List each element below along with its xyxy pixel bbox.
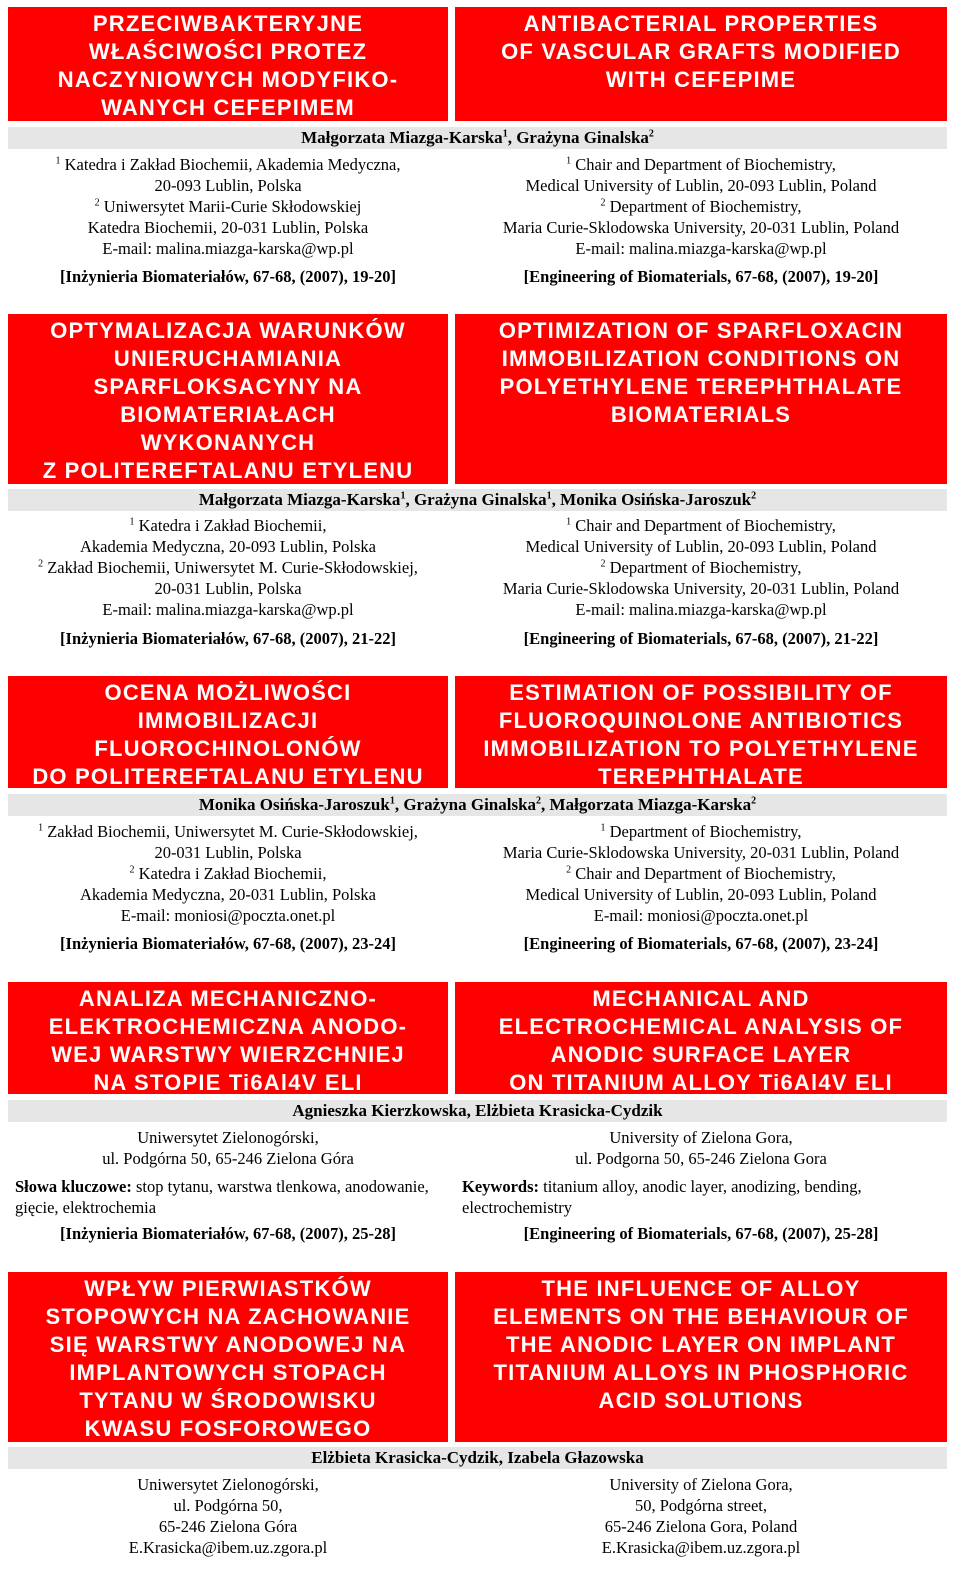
affiliation-text: ul. Podgórna 50, 65-246 Zielona Góra — [102, 1149, 354, 1168]
title-line: ANODIC SURFACE LAYER — [550, 1042, 852, 1067]
article-3-affiliation-pl — [8, 821, 448, 926]
article-4-affiliation-en — [455, 1127, 947, 1169]
affiliation-text: 20-093 Lublin, Polska — [154, 176, 302, 195]
author-separator: , — [466, 1101, 476, 1120]
affiliation-text: ul. Podgórna 50, — [173, 1496, 283, 1515]
affiliation-line — [8, 515, 448, 536]
affiliation-text: Akademia Medyczna, 20-031 Lublin, Polska — [79, 885, 377, 904]
author-name: Monika Osińska-Jaroszuk — [560, 490, 752, 509]
article-4-affiliation-pl — [8, 1127, 448, 1169]
affiliation-line — [8, 1474, 448, 1495]
affiliation-text: Department of Biochemistry, — [609, 558, 802, 577]
affiliation-line — [8, 599, 448, 620]
article-1-authors — [8, 127, 947, 149]
article-2-reference-pl: [Inżynieria Biomateriałów, 67-68, (2007), 21-22] — [60, 629, 396, 648]
article-4-authors — [8, 1100, 947, 1122]
author-separator: , — [541, 795, 550, 814]
title-line: ON TITANIUM ALLOY Ti6Al4V ELI — [509, 1070, 893, 1095]
author-separator: , — [498, 1448, 508, 1467]
article-3-reference-pl: [Inżynieria Biomateriałów, 67-68, (2007), 23-24] — [60, 934, 396, 953]
title-line: OCENA MOŻLIWOŚCI — [104, 680, 352, 705]
affiliation-line — [455, 821, 947, 842]
article-4-title-en — [455, 982, 947, 1094]
title-line: FLUOROCHINOLONÓW — [94, 736, 362, 761]
affiliation-text: Department of Biochemistry, — [609, 822, 802, 841]
affiliation-line — [455, 1127, 947, 1148]
article-1-affiliation-en — [455, 154, 947, 259]
article-3-affiliation-en — [455, 821, 947, 926]
affiliation-line — [455, 884, 947, 905]
affiliation-text: Chair and Department of Biochemistry, — [575, 155, 836, 174]
affiliation-text: 20-031 Lublin, Polska — [154, 843, 302, 862]
affiliation-line — [8, 196, 448, 217]
affiliation-line — [455, 557, 947, 578]
affiliation-text: Uniwersytet Marii-Curie Skłodowskiej — [103, 197, 362, 216]
affiliation-text: University of Zielona Gora, — [609, 1475, 793, 1494]
author-affiliation-mark: 2 — [751, 490, 757, 502]
affiliation-text: E-mail: moniosi@poczta.onet.pl — [593, 906, 809, 925]
author-affiliation-mark: 1 — [546, 490, 552, 502]
article-5-authors — [8, 1447, 947, 1469]
affiliation-mark: 1 — [55, 155, 61, 167]
affiliation-text: ul. Podgorna 50, 65-246 Zielona Gora — [575, 1149, 827, 1168]
affiliation-line — [455, 154, 947, 175]
title-line: SPARFLOKSACYNY NA — [93, 374, 363, 399]
title-line: IMPLANTOWYCH STOPACH — [69, 1360, 387, 1385]
title-line: SIĘ WARSTWY ANODOWEJ NA — [49, 1332, 407, 1357]
affiliation-text: E.Krasicka@ibem.uz.zgora.pl — [601, 1538, 801, 1557]
title-line: TYTANU W ŚRODOWISKU — [79, 1388, 377, 1413]
author-name: Małgorzata Miazga-Karska — [549, 795, 752, 814]
affiliation-line — [455, 238, 947, 259]
article-2-authors — [8, 489, 947, 511]
author-affiliation-mark: 2 — [648, 128, 654, 140]
author-affiliation-mark: 1 — [389, 795, 395, 807]
affiliation-text: Chair and Department of Biochemistry, — [575, 516, 836, 535]
affiliation-text: Uniwersytet Zielonogórski, — [137, 1475, 319, 1494]
affiliation-text: Medical University of Lublin, 20-093 Lublin, Poland — [525, 176, 877, 195]
author-name: Małgorzata Miazga-Karska — [301, 128, 503, 147]
article-3-title-en — [455, 676, 947, 788]
affiliation-line — [455, 599, 947, 620]
article-2-title-en — [455, 314, 947, 484]
affiliation-line — [8, 1516, 448, 1537]
author-name: Grażyna Ginalska — [403, 795, 537, 814]
affiliation-text: Katedra i Zakład Biochemii, — [138, 864, 327, 883]
title-line: IMMOBILIZATION CONDITIONS ON — [501, 346, 901, 371]
author-separator: , — [405, 490, 414, 509]
affiliation-text: 20-031 Lublin, Polska — [154, 579, 302, 598]
article-1-title-en — [455, 7, 947, 121]
title-line: DO POLITEREFTALANU ETYLENU — [32, 764, 424, 789]
title-line: POLYETHYLENE TEREPHTHALATE — [499, 374, 903, 399]
affiliation-line — [455, 905, 947, 926]
affiliation-line — [8, 557, 448, 578]
article-2-affiliation-en — [455, 515, 947, 620]
affiliation-line — [455, 1474, 947, 1495]
author-name: Grażyna Ginalska — [516, 128, 649, 147]
author-affiliation-mark: 2 — [751, 795, 757, 807]
affiliation-line — [8, 154, 448, 175]
affiliation-line — [8, 217, 448, 238]
article-2-title-pl — [8, 314, 448, 484]
affiliation-text: Department of Biochemistry, — [609, 197, 802, 216]
keywords-text-en: titanium alloy, anodic layer, anodizing, bending, electrochemistry — [462, 1177, 862, 1217]
affiliation-text: University of Zielona Gora, — [609, 1128, 793, 1147]
title-line: ANALIZA MECHANICZNO- — [78, 986, 378, 1011]
affiliation-mark: 1 — [566, 516, 572, 528]
title-line: OPTIMIZATION OF SPARFLOXACIN — [498, 318, 904, 343]
affiliation-text: Akademia Medyczna, 20-093 Lublin, Polska — [79, 537, 377, 556]
affiliation-text: E-mail: malina.miazga-karska@wp.pl — [102, 239, 354, 258]
title-line: THE ANODIC LAYER ON IMPLANT — [505, 1332, 897, 1357]
article-3-authors — [8, 794, 947, 816]
affiliation-text: E-mail: malina.miazga-karska@wp.pl — [102, 600, 354, 619]
title-line: FLUOROQUINOLONE ANTIBIOTICS — [498, 708, 904, 733]
article-1-reference-pl: [Inżynieria Biomateriałów, 67-68, (2007), 19-20] — [60, 267, 396, 286]
affiliation-text: Maria Curie-Sklodowska University, 20-031 Lublin, Poland — [502, 579, 900, 598]
author-name: Izabela Głazowska — [507, 1448, 644, 1467]
affiliation-text: E-mail: malina.miazga-karska@wp.pl — [575, 600, 827, 619]
affiliation-text: Medical University of Lublin, 20-093 Lublin, Poland — [525, 885, 877, 904]
article-5-affiliation-pl — [8, 1474, 448, 1558]
author-name: Grażyna Ginalska — [413, 490, 547, 509]
affiliation-line — [455, 1537, 947, 1558]
title-line: ELEKTROCHEMICZNA ANODO- — [48, 1014, 408, 1039]
author-affiliation-mark: 1 — [502, 128, 508, 140]
affiliation-mark: 2 — [600, 197, 606, 209]
article-4-keywords-en — [462, 1176, 932, 1218]
title-line: BIOMATERIALS — [610, 402, 792, 427]
affiliation-text: E.Krasicka@ibem.uz.zgora.pl — [128, 1538, 328, 1557]
affiliation-text: 50, Podgórna street, — [635, 1496, 767, 1515]
title-line: KWASU FOSFOROWEGO — [84, 1416, 372, 1441]
author-name: Elżbieta Krasicka-Cydzik — [311, 1448, 499, 1467]
title-line: UNIERUCHAMIANIA — [113, 346, 343, 371]
keywords-text-pl: stop tytanu, warstwa tlenkowa, anodowanie, gięcie, elektrochemia — [15, 1177, 429, 1217]
title-line: OPTYMALIZACJA WARUNKÓW — [50, 318, 406, 343]
affiliation-line — [455, 578, 947, 599]
article-4-reference-pl: [Inżynieria Biomateriałów, 67-68, (2007), 25-28] — [60, 1224, 396, 1243]
affiliation-line — [455, 842, 947, 863]
author-name: Małgorzata Miazga-Karska — [198, 490, 401, 509]
author-separator: , — [551, 490, 561, 509]
author-name: Agnieszka Kierzkowska — [292, 1101, 467, 1120]
affiliation-text: Zakład Biochemii, Uniwersytet M. Curie-Skłodowskiej, — [47, 822, 418, 841]
affiliation-line — [455, 196, 947, 217]
title-line: TITANIUM ALLOYS IN PHOSPHORIC — [493, 1360, 909, 1385]
title-line: STOPOWYCH NA ZACHOWANIE — [45, 1304, 411, 1329]
title-line: BIOMATERIAŁACH — [120, 402, 336, 427]
affiliation-line — [8, 1495, 448, 1516]
title-line: WEJ WARSTWY WIERZCHNIEJ — [51, 1042, 405, 1067]
article-2-reference-en: [Engineering of Biomaterials, 67-68, (2007), 21-22] — [523, 629, 879, 648]
title-line: PRZECIWBAKTERYJNE — [92, 11, 364, 36]
article-5-affiliation-en — [455, 1474, 947, 1558]
affiliation-mark: 2 — [129, 864, 135, 876]
affiliation-line — [8, 578, 448, 599]
affiliation-mark: 2 — [94, 197, 100, 209]
affiliation-mark: 2 — [566, 864, 572, 876]
title-line: ELEMENTS ON THE BEHAVIOUR OF — [493, 1304, 909, 1329]
affiliation-line — [8, 842, 448, 863]
affiliation-text: E-mail: moniosi@poczta.onet.pl — [120, 906, 336, 925]
article-1-reference-en: [Engineering of Biomaterials, 67-68, (2007), 19-20] — [523, 267, 879, 286]
affiliation-line — [8, 884, 448, 905]
article-4-title-pl — [8, 982, 448, 1094]
affiliation-line — [455, 1148, 947, 1169]
title-line: ESTIMATION OF POSSIBILITY OF — [509, 680, 893, 705]
affiliation-text: Maria Curie-Sklodowska University, 20-031 Lublin, Poland — [502, 843, 900, 862]
author-affiliation-mark: 1 — [400, 490, 406, 502]
title-line: ELECTROCHEMICAL ANALYSIS OF — [498, 1014, 904, 1039]
affiliation-line — [8, 863, 448, 884]
affiliation-mark: 1 — [600, 822, 606, 834]
affiliation-text: Chair and Department of Biochemistry, — [575, 864, 836, 883]
affiliation-text: 65-246 Zielona Gora, Poland — [604, 1517, 798, 1536]
title-line: ACID SOLUTIONS — [598, 1388, 804, 1413]
title-line: WANYCH CEFEPIMEM — [101, 95, 355, 120]
affiliation-mark: 2 — [600, 558, 606, 570]
affiliation-mark: 2 — [38, 558, 44, 570]
affiliation-mark: 1 — [38, 822, 44, 834]
article-4-keywords-pl — [15, 1176, 435, 1218]
affiliation-line — [455, 863, 947, 884]
affiliation-text: Zakład Biochemii, Uniwersytet M. Curie-Skłodowskiej, — [47, 558, 418, 577]
affiliation-text: Katedra i Zakład Biochemii, Akademia Medyczna, — [64, 155, 401, 174]
affiliation-line — [8, 1127, 448, 1148]
affiliation-line — [455, 217, 947, 238]
article-2-affiliation-pl — [8, 515, 448, 620]
affiliation-line — [455, 515, 947, 536]
affiliation-line — [8, 175, 448, 196]
keywords-label-en: Keywords: — [462, 1177, 539, 1196]
title-line: WŁAŚCIWOŚCI PROTEZ — [88, 39, 368, 64]
title-line: IMMOBILIZACJI — [137, 708, 319, 733]
affiliation-mark: 1 — [566, 155, 572, 167]
author-affiliation-mark: 2 — [536, 795, 542, 807]
author-name: Elżbieta Krasicka-Cydzik — [475, 1101, 663, 1120]
article-5-title-pl — [8, 1272, 448, 1442]
article-3-reference-en: [Engineering of Biomaterials, 67-68, (2007), 23-24] — [523, 934, 879, 953]
title-line: IMMOBILIZATION TO POLYETHYLENE — [483, 736, 919, 761]
affiliation-text: Katedra i Zakład Biochemii, — [138, 516, 327, 535]
title-line: NACZYNIOWYCH MODYFIKO- — [57, 67, 399, 92]
affiliation-line — [8, 1148, 448, 1169]
affiliation-line — [455, 1495, 947, 1516]
title-line: WYKONANYCH — [140, 430, 316, 455]
title-line: TEREPHTHALATE — [598, 764, 804, 789]
affiliation-line — [8, 821, 448, 842]
affiliation-text: Medical University of Lublin, 20-093 Lublin, Poland — [525, 537, 877, 556]
title-line: WPŁYW PIERWIASTKÓW — [84, 1276, 372, 1301]
title-line: WITH CEFEPIME — [605, 67, 797, 92]
article-1-affiliation-pl — [8, 154, 448, 259]
title-line: NA STOPIE Ti6Al4V ELI — [93, 1070, 363, 1095]
author-name: Monika Osińska-Jaroszuk — [198, 795, 390, 814]
affiliation-line — [455, 536, 947, 557]
title-line: Z POLITEREFTALANU ETYLENU — [42, 458, 414, 483]
title-line: THE INFLUENCE OF ALLOY — [541, 1276, 861, 1301]
article-3-title-pl — [8, 676, 448, 788]
affiliation-text: 65-246 Zielona Góra — [158, 1517, 298, 1536]
title-line: ANTIBACTERIAL PROPERTIES — [523, 11, 879, 36]
article-1-title-pl — [8, 7, 448, 121]
affiliation-line — [8, 1537, 448, 1558]
article-5-title-en — [455, 1272, 947, 1442]
affiliation-text: E-mail: malina.miazga-karska@wp.pl — [575, 239, 827, 258]
affiliation-text: Uniwersytet Zielonogórski, — [137, 1128, 319, 1147]
affiliation-line — [8, 905, 448, 926]
affiliation-line — [8, 536, 448, 557]
affiliation-line — [455, 175, 947, 196]
affiliation-line — [8, 238, 448, 259]
affiliation-line — [455, 1516, 947, 1537]
keywords-label-pl: Słowa kluczowe: — [15, 1177, 132, 1196]
article-4-reference-en: [Engineering of Biomaterials, 67-68, (2007), 25-28] — [523, 1224, 879, 1243]
affiliation-text: Maria Curie-Sklodowska University, 20-031 Lublin, Poland — [502, 218, 900, 237]
title-line: MECHANICAL AND — [592, 986, 810, 1011]
author-separator: , — [394, 795, 404, 814]
author-separator: , — [507, 128, 517, 147]
title-line: OF VASCULAR GRAFTS MODIFIED — [501, 39, 901, 64]
affiliation-text: Katedra Biochemii, 20-031 Lublin, Polska — [87, 218, 369, 237]
affiliation-mark: 1 — [129, 516, 135, 528]
